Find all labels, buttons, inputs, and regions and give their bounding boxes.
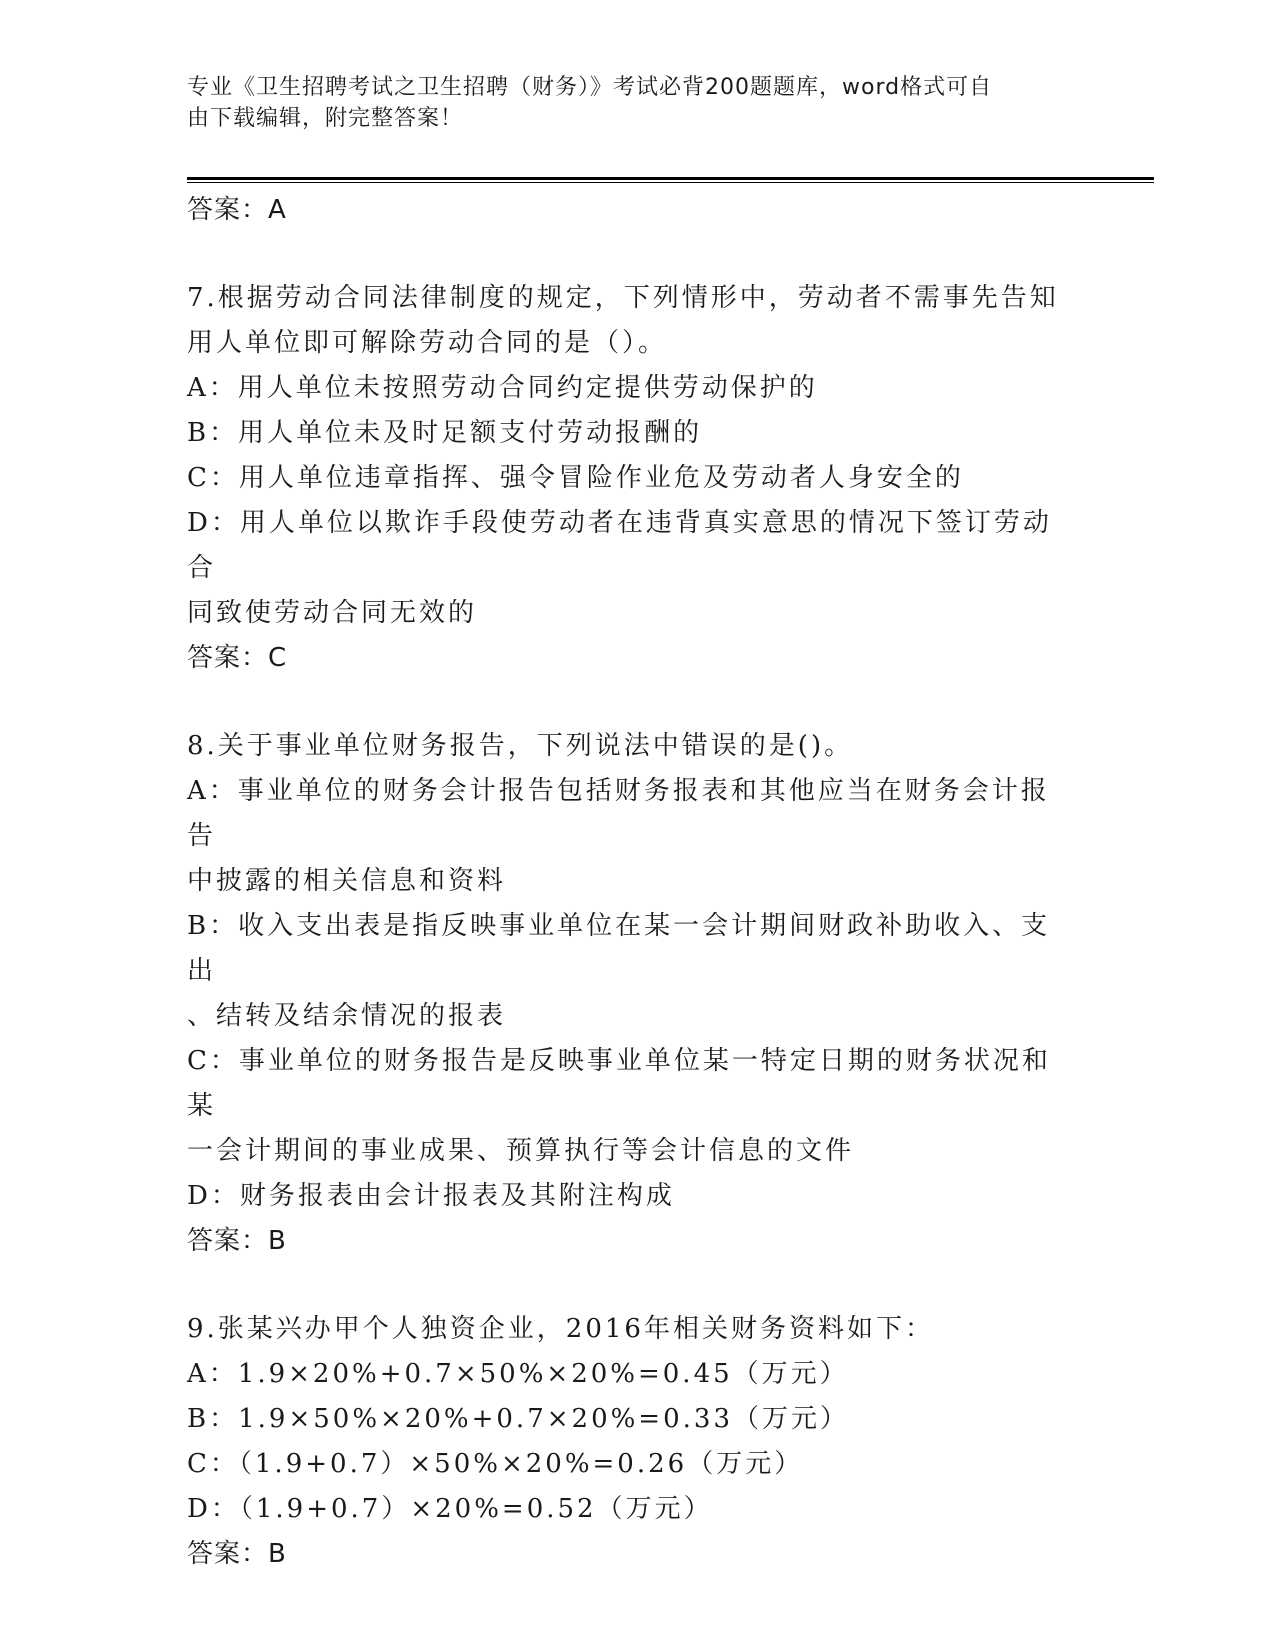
spacer [187, 232, 1067, 276]
question-7-option-d-line-2: 同致使劳动合同无效的 [187, 598, 478, 628]
question-7-answer: 答案：C [187, 643, 288, 673]
question-7-stem-line-2: 用人单位即可解除劳动合同的是（）。 [187, 328, 668, 358]
question-8-option-c-line-1: C：事业单位的财务报告是反映事业单位某一特定日期的财务状况和某 [187, 1046, 1051, 1121]
question-9-option-a: A：1.9×20%+0.7×50%×20%=0.45（万元） [187, 1359, 849, 1389]
question-8-option-b-line-2: 、结转及结余情况的报表 [187, 1001, 507, 1031]
question-8-option-b-line-1: B：收入支出表是指反映事业单位在某一会计期间财政补助收入、支出 [187, 911, 1051, 986]
question-7-option-d-line-1: D：用人单位以欺诈手段使劳动者在违背真实意思的情况下签订劳动合 [187, 508, 1052, 583]
question-7-option-c: C：用人单位违章指挥、强令冒险作业危及劳动者人身安全的 [187, 463, 964, 493]
previous-answer: 答案：A [187, 195, 287, 225]
question-7-stem-line-1: 7.根据劳动合同法律制度的规定，下列情形中，劳动者不需事先告知 [187, 283, 1059, 313]
question-8-option-a-line-1: A：事业单位的财务会计报告包括财务报表和其他应当在财务会计报告 [187, 776, 1050, 851]
question-9-stem: 9.张某兴办甲个人独资企业，2016年相关财务资料如下： [187, 1314, 934, 1344]
header-rule-thin [187, 182, 1154, 183]
spacer [187, 680, 1067, 724]
question-8 [187, 724, 1067, 1263]
question-8-stem: 8.关于事业单位财务报告，下列说法中错误的是()。 [187, 731, 854, 761]
question-8-option-a-line-2: 中披露的相关信息和资料 [187, 866, 507, 896]
question-8-option-c-line-2: 一会计期间的事业成果、预算执行等会计信息的文件 [187, 1136, 855, 1166]
question-9-option-c: C：（1.9+0.7）×50%×20%=0.26（万元） [187, 1449, 804, 1479]
spacer [187, 1263, 1067, 1307]
document-header [187, 72, 1067, 134]
question-9-answer: 答案：B [187, 1539, 287, 1569]
question-8-option-d: D：财务报表由会计报表及其附注构成 [187, 1181, 675, 1211]
question-9 [187, 1307, 1067, 1576]
question-7-option-a: A：用人单位未按照劳动合同约定提供劳动保护的 [187, 373, 818, 403]
question-8-answer: 答案：B [187, 1226, 287, 1256]
question-7 [187, 276, 1067, 680]
document-content [187, 188, 1067, 1576]
question-7-option-b: B：用人单位未及时足额支付劳动报酬的 [187, 418, 703, 448]
header-line-2: 由下载编辑，附完整答案！ [187, 106, 464, 131]
header-line-1: 专业《卫生招聘考试之卫生招聘（财务）》考试必背200题题库，word格式可自 [187, 75, 993, 100]
question-9-option-d: D：（1.9+0.7）×20%=0.52（万元） [187, 1494, 713, 1524]
question-9-option-b: B：1.9×50%×20%+0.7×20%=0.33（万元） [187, 1404, 849, 1434]
header-rule-thick [187, 177, 1154, 180]
